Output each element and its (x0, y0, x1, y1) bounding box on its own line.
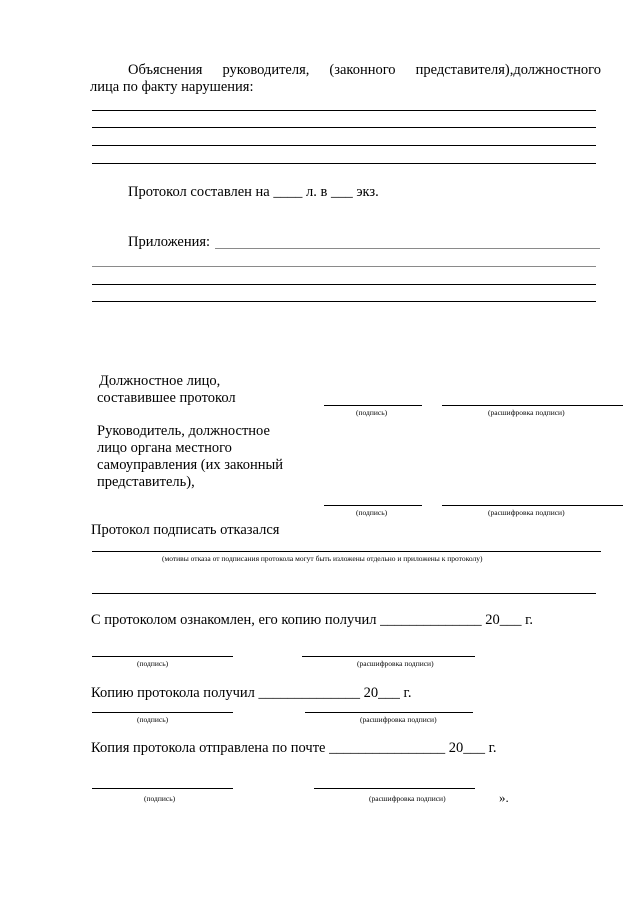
official-signature-caption: (подпись) (356, 408, 388, 417)
refusal-note: (мотивы отказа от подписания протокола могут быть изложены отдельно и приложены к протоколу) (162, 554, 483, 563)
attachments-blank-line-2 (92, 266, 596, 267)
acquainted-signature-caption: (подпись) (137, 659, 169, 668)
acquainted-decode-line (302, 656, 475, 657)
acquainted-decode-caption: (расшифровка подписи) (357, 659, 434, 668)
refusal-extra-line (92, 593, 596, 594)
head-signature-caption: (подпись) (356, 508, 388, 517)
official-signature-line (324, 405, 422, 406)
copy-mailed-signature-caption: (подпись) (144, 794, 176, 803)
refusal-reason-line (92, 551, 601, 552)
attachments-blank-line-3 (92, 284, 596, 285)
attachments-blank-line-1 (215, 248, 600, 249)
attachments-label: Приложения: (128, 234, 211, 250)
copy-mailed-text: Копия протокола отправлена по почте ________________ 20___ г. (91, 740, 497, 756)
attachments-blank-line-4 (92, 301, 596, 302)
copy-mailed-decode-line (314, 788, 475, 789)
head-signature-line (324, 505, 422, 506)
official-label-line1: Должностное лицо, (99, 373, 221, 389)
head-decode-line (442, 505, 623, 506)
closing-quote: ». (499, 790, 509, 805)
explanation-blank-line-2 (92, 127, 596, 128)
head-label-line4: представитель), (97, 474, 195, 490)
official-decode-caption: (расшифровка подписи) (488, 408, 565, 417)
copy-received-signature-line (92, 712, 233, 713)
refused-to-sign-text: Протокол подписать отказался (91, 522, 280, 538)
head-label-line2: лицо органа местного (97, 440, 232, 456)
official-decode-line (442, 405, 623, 406)
explanation-blank-line-3 (92, 145, 596, 146)
explanations-line1: Объяснения руководителя, (законного представителя),должностного (128, 62, 601, 78)
acquainted-text: С протоколом ознакомлен, его копию получил ______________ 20___ г. (91, 612, 534, 628)
copy-mailed-decode-caption: (расшифровка подписи) (369, 794, 446, 803)
explanation-blank-line-1 (92, 110, 596, 111)
copy-mailed-signature-line (92, 788, 233, 789)
head-label-line3: самоуправления (их законный (97, 457, 283, 473)
head-decode-caption: (расшифровка подписи) (488, 508, 565, 517)
head-label-line1: Руководитель, должностное (97, 423, 270, 439)
copy-received-decode-line (305, 712, 473, 713)
acquainted-signature-line (92, 656, 233, 657)
official-label-line2: составившее протокол (97, 390, 236, 406)
copy-received-text: Копию протокола получил ______________ 20___ г. (91, 685, 412, 701)
copy-received-decode-caption: (расшифровка подписи) (360, 715, 437, 724)
explanations-line2: лица по факту нарушения: (90, 79, 254, 95)
copy-received-signature-caption: (подпись) (137, 715, 169, 724)
explanation-blank-line-4 (92, 163, 596, 164)
protocol-composed-text: Протокол составлен на ____ л. в ___ экз. (128, 184, 379, 200)
